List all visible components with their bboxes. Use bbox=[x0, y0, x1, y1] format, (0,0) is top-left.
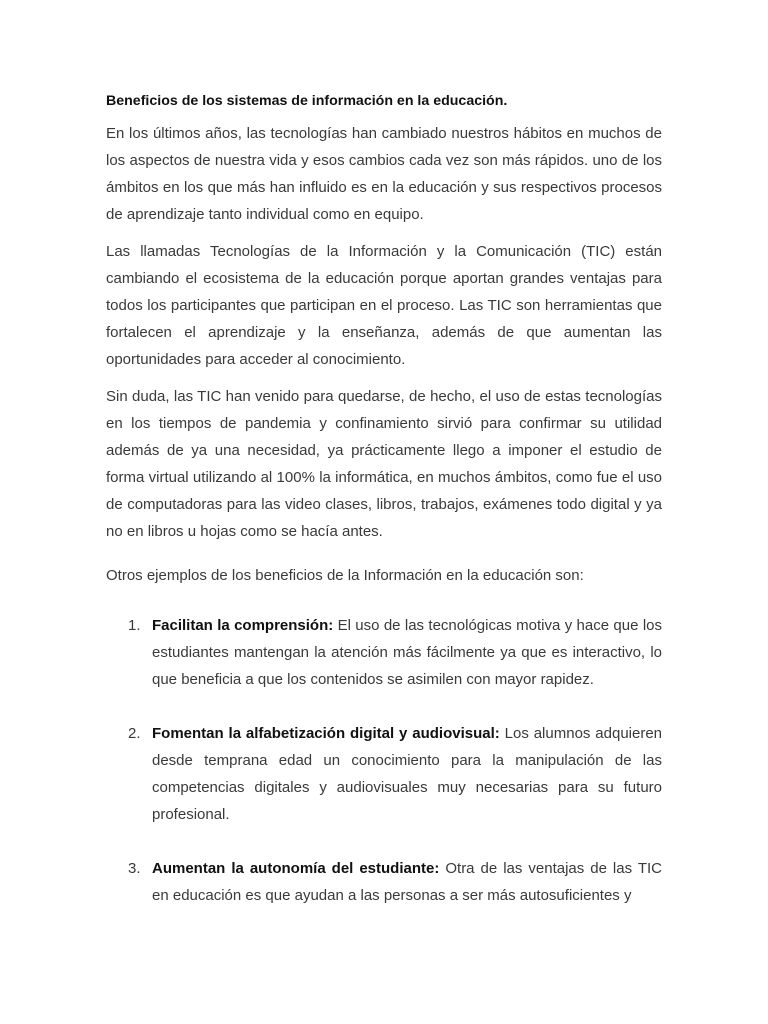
paragraph-tic: Las llamadas Tecnologías de la Información y la Comunicación (TIC) están cambiando el ecosistema de la educación porque aportan grandes ventajas para todos los participantes que participan en el proceso. Las TIC son herramientas que fortalecen el aprendizaje y la enseñanza, además de que aumentan las oportunidades para acceder al conocimiento. bbox=[106, 243, 662, 368]
benefits-list bbox=[106, 612, 662, 909]
list-intro: Otros ejemplos de los beneficios de la Información en la educación son: bbox=[106, 567, 584, 584]
list-item-number: 1. bbox=[128, 617, 141, 634]
list-item-heading: Fomentan la alfabetización digital y audiovisual: bbox=[152, 725, 500, 742]
list-item-number: 2. bbox=[128, 725, 141, 742]
paragraph-pandemic: Sin duda, las TIC han venido para quedarse, de hecho, el uso de estas tecnologías en los tiempos de pandemia y confinamiento sirvió para confirmar su utilidad además de ya una necesidad, ya prácticamente llego a imponer el estudio de forma virtual utilizando al 100% la informática, en muchos ámbitos, como fue el uso de computadoras para las video clases, libros, trabajos, exámenes todo digital y ya no en libros u hojas como se hacía antes. bbox=[106, 388, 662, 540]
list-item bbox=[106, 612, 662, 693]
paragraph-intro: En los últimos años, las tecnologías han cambiado nuestros hábitos en muchos de los aspectos de nuestra vida y esos cambios cada vez son más rápidos. uno de los ámbitos en los que más han influido es en la educación y sus respectivos procesos de aprendizaje tanto individual como en equipo. bbox=[106, 125, 662, 223]
list-item-heading: Facilitan la comprensión: bbox=[152, 617, 334, 634]
list-item-number: 3. bbox=[128, 860, 141, 877]
list-item bbox=[106, 855, 662, 909]
list-item bbox=[106, 720, 662, 828]
list-item-text: Otra de las ventajas de las TIC en educación es que ayudan a las personas a ser más autosuficientes y bbox=[152, 860, 662, 904]
list-item-text: El uso de las tecnológicas motiva y hace que los estudiantes mantengan la atención más fácilmente ya que es interactivo, lo que beneficia a que los contenidos se asimilen con mayor rapidez. bbox=[152, 617, 662, 688]
list-item-heading: Aumentan la autonomía del estudiante: bbox=[152, 860, 440, 877]
list-item-text: Los alumnos adquieren desde temprana edad un conocimiento para la manipulación de las competencias digitales y audiovisuales muy necesarias para su futuro profesional. bbox=[152, 725, 663, 823]
document-title: Beneficios de los sistemas de información en la educación. bbox=[106, 93, 508, 109]
